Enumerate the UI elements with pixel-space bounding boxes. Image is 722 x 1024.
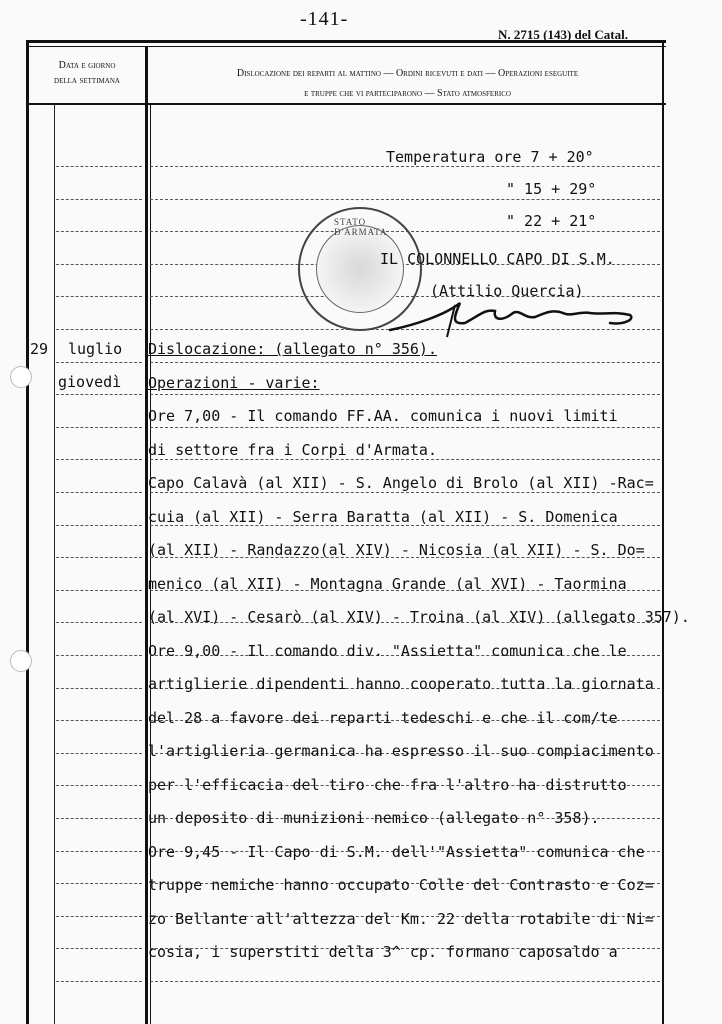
- ruled-line-date: [56, 459, 142, 460]
- ruled-line-date: [56, 818, 142, 819]
- frame-top-border-inner: [26, 46, 666, 47]
- header-content-line-2: e truppe che vi parteciparono — Stato atmosferico: [304, 88, 511, 99]
- ruled-line: [150, 394, 660, 395]
- ruled-line-date: [56, 166, 142, 167]
- ruled-line: [150, 492, 660, 493]
- ruled-line-date: [56, 688, 142, 689]
- date-weekday: giovedì: [58, 373, 122, 391]
- binder-hole-upper: [10, 366, 32, 388]
- frame-right-border: [662, 40, 664, 1024]
- signature-name: (Attilio Quercia): [430, 282, 584, 300]
- ruled-line-date: [56, 655, 142, 656]
- body-line: cuia (al XII) - Serra Baratta (al XII) - S. Domenica: [148, 507, 618, 526]
- body-line: cosia, i superstiti della 3^ cp. formano caposaldo a: [148, 943, 618, 961]
- body-line: (al XVI) - Cesarò (al XIV) - Troina (al XIV) (allegato 357).: [148, 608, 690, 626]
- header-content-line-1: Dislocazione dei reparti al mattino — Ordini ricevuti e dati — Operazioni eseguite: [236, 68, 579, 79]
- body-line: di settore fra i Corpi d'Armata.: [148, 440, 437, 459]
- header-date-column: [32, 58, 142, 88]
- header-date-line-1: Data e giorno: [58, 60, 116, 71]
- ruled-line-date: [56, 492, 142, 493]
- body-line: truppe nemiche hanno occupato Colle del Contrasto e Coz=: [148, 876, 654, 894]
- ruled-line-date: [56, 948, 142, 949]
- ruled-line-date: [56, 362, 142, 363]
- ruled-line-date: [56, 394, 142, 395]
- body-line: Operazioni - varie:: [148, 373, 320, 392]
- ruled-line-date: [56, 264, 142, 265]
- ruled-line-date: [56, 883, 142, 884]
- ruled-line-date: [56, 753, 142, 754]
- ruled-line: [150, 166, 660, 167]
- handwritten-signature: [385, 295, 645, 340]
- temperature-line-2: " 15 + 29°: [506, 180, 597, 198]
- ruled-line-date: [56, 981, 142, 982]
- temperature-line-1: Temperatura ore 7 + 20°: [386, 148, 594, 166]
- header-date-line-2: della settimana: [54, 75, 120, 86]
- body-line: un deposito di munizioni nemico (allegato n° 358).: [148, 809, 600, 827]
- frame-left-border: [26, 40, 29, 1024]
- ruled-line-date: [56, 525, 142, 526]
- ruled-line-date: [56, 557, 142, 558]
- body-line: per l'efficacia del tiro che fra l'altro ha distrutto: [148, 775, 627, 794]
- ruled-line-date: [56, 916, 142, 917]
- body-line: Capo Calavà (al XII) - S. Angelo di Brolo (al XII) -Rac=: [148, 474, 654, 492]
- ruled-line: [150, 981, 660, 982]
- ruled-line-date: [56, 296, 142, 297]
- ruled-line-date: [56, 427, 142, 428]
- temperature-line-3: " 22 + 21°: [506, 212, 597, 230]
- body-line: Ore 7,00 - Il comando FF.AA. comunica i nuovi limiti: [148, 407, 618, 425]
- ruled-line: [150, 427, 660, 428]
- body-line: (al XII) - Randazzo(al XIV) - Nicosia (al XII) - S. Do=: [148, 541, 645, 559]
- ruled-line-date: [56, 590, 142, 591]
- ruled-line-date: [56, 851, 142, 852]
- body-line: del 28 a favore dei reparti tedeschi e che il com/te: [148, 708, 618, 727]
- ruled-line-date: [56, 329, 142, 330]
- signature-title: IL COLONNELLO CAPO DI S.M.: [380, 250, 615, 268]
- body-line: menico (al XII) - Montagna Grande (al XVI) - Taormina: [148, 574, 627, 593]
- body-line: Ore 9,45 - Il Capo di S.M. dell'"Assietta" comunica che: [148, 842, 645, 861]
- body-line: zo Bellante all'altezza del Km. 22 della rotabile di Ni=: [148, 909, 654, 928]
- ruled-line-date: [56, 785, 142, 786]
- page-number: -141-: [300, 8, 349, 30]
- binder-hole-lower: [10, 650, 32, 672]
- ruled-line-date: [56, 199, 142, 200]
- ruled-line-date: [56, 231, 142, 232]
- body-line: l'artiglieria germanica ha espresso il suo compiacimento: [148, 742, 654, 760]
- header-content-column: [160, 64, 655, 104]
- date-column-margin: [54, 103, 55, 1024]
- catalog-number: N. 2715 (143) del Catal.: [498, 27, 628, 42]
- date-month: luglio: [68, 340, 123, 358]
- ruled-line-date: [56, 622, 142, 623]
- body-line: Dislocazione: (allegato n° 356).: [148, 340, 437, 358]
- stamp-text: STATO D'ARMATA: [334, 217, 388, 237]
- body-line: artiglierie dipendenti hanno cooperato tutta la giornata: [148, 675, 654, 693]
- date-day: 29: [30, 340, 49, 358]
- ruled-line: [150, 459, 660, 460]
- body-line: Ore 9,00 - Il comando div. "Assietta" comunica che le: [148, 641, 627, 660]
- ruled-line: [150, 362, 660, 363]
- frame-top-border: [26, 40, 666, 43]
- ruled-line: [150, 199, 660, 200]
- ruled-line-date: [56, 720, 142, 721]
